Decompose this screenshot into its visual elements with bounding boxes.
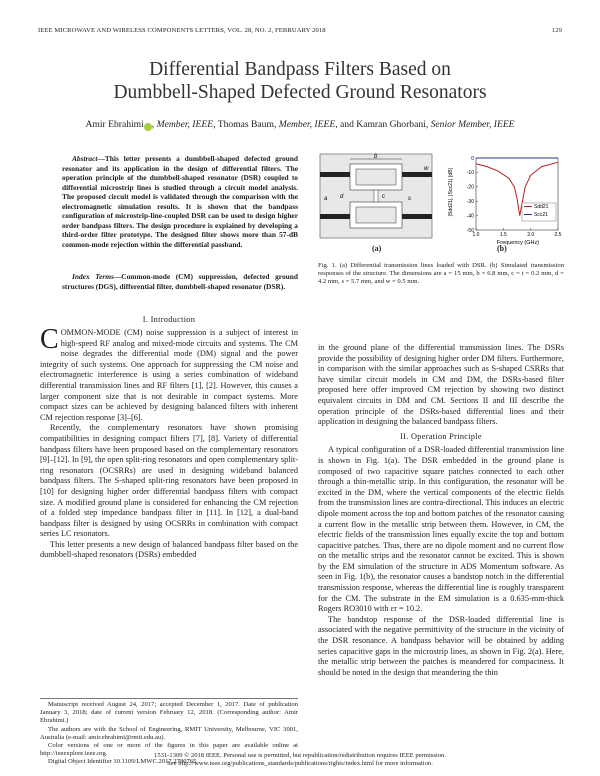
intro-paragraph-1: OMMON-MODE (CM) noise suppression is a subject of interest in high-speed RF analog and mixed-mode circuits and systems. The CM noise degrades the differential mode (DM) signal and the power integrity of such systems. One approach for suppressing the CM noise and electromagnetic interference is using a series combination of wideband differential transmission lines and RF filters [1], [2]. However, this causes a larger component size that is not desirable in compact systems. More compact sizes can be achieved by designing balanced filters with inherent CM rejection response [3]–[6]. bbox=[40, 328, 298, 422]
y-tick-label: -20 bbox=[466, 184, 474, 191]
figure-1b-chart bbox=[446, 150, 564, 246]
right-paragraph-1: in the ground plane of the differential transmission lines. The DSRs provide the possibility of designing higher order DM filters. Furthermore, in comparison with the similar approaches such as S-shaped CSRRs that have similar circuit models in CM and DM, the DSRs-based filter proposed here offer improved CM rejection by showing two distinct equivalent circuits in DM and CM. Sections II and III describe the operation principle of the DSRs-based differential lines and their application in designing the balanced bandpass filters. bbox=[318, 343, 564, 427]
index-terms-label: Index Terms— bbox=[72, 272, 122, 281]
y-tick-label: -30 bbox=[466, 199, 474, 205]
dsr-strip bbox=[374, 190, 378, 202]
author-1: Amir Ebrahimi bbox=[85, 119, 144, 130]
copyright-line-1: 1531-1309 © 2018 IEEE. Personal use is permitted, but republication/redistribution requires IEEE permission. bbox=[154, 752, 446, 759]
y-axis-label: |Sdd21|, |Scc21| (dB) bbox=[448, 167, 454, 217]
footnote-doi: Digital Object Identifier 10.1109/LMWC.2017.2780765 bbox=[48, 758, 197, 766]
page-number: 129 bbox=[551, 27, 562, 34]
dim-d-label: d bbox=[340, 194, 344, 200]
footnote-affiliation: The authors are with the School of Engineering, RMIT University, Melbourne, VIC 3001, Australia (e-mail: amir.ebrahimi@rmit.edu.au). bbox=[40, 725, 298, 741]
x-tick-label: 2.5 bbox=[554, 232, 562, 238]
legend-entry-sdd21: Sdd21 bbox=[534, 204, 549, 210]
index-terms-text: Common-mode (CM) suppression, defected ground structures (DGS), differential filter, dumbbell-shaped resonator (DSR). bbox=[62, 272, 298, 291]
journal-name: IEEE MICROWAVE AND WIRELESS COMPONENTS LETTERS, VOL. 28, NO. 2, FEBRUARY 2018 bbox=[38, 27, 326, 34]
x-tick-label: 1.5 bbox=[499, 232, 507, 238]
abstract-label: Abstract— bbox=[72, 154, 105, 163]
copyright-notice bbox=[40, 752, 560, 769]
right-column-body bbox=[318, 343, 564, 678]
y-tick-label: -40 bbox=[466, 213, 474, 220]
copyright-line-2: See http://www.ieee.org/publications_standards/publications/rights/index.html for more information. bbox=[167, 760, 433, 768]
abstract-text: This letter presents a dumbbell-shaped defected ground resonator and its application in the design of differential filters. The operation principle of the dumbbell-shaped resonator (DSR) coupled to differential microstrip lines is studied through a circuit model analysis. The proposed circuit model is validated through the comparison with the electromagnetic simulation results. It is shown that the bandpass configuration of microstrip-line-coupled DSR can be used to design higher order bandpass filters. The design procedure is explained by developing a third-order filter prototype. The designed filter shows more than 57-dB common-mode rejection within the differential passband. bbox=[62, 154, 298, 249]
figure-1-caption: Fig. 1. (a) Differential transmission lines loaded with DSR. (b) Simulated transmission responses of the structure. The dimensions are a = 15 mm, b = 6.8 mm, c = t = 0.2 mm, d = 4.2 mm, s = 5.7 mm, and w = 0.5 mm. bbox=[318, 262, 564, 286]
figure-1b-label: (b) bbox=[497, 244, 507, 253]
chart-legend bbox=[522, 203, 556, 221]
orcid-icon[interactable] bbox=[144, 123, 152, 131]
title-line-1: Differential Bandpass Filters Based on bbox=[149, 59, 451, 80]
right-paragraph-2: A typical configuration of a DSR-loaded differential transmission line is shown in Fig. 1(a). The DSR embedded in the ground plane is composed of two capacitive square patches connected to each other through a thin-metallic strip. In this configuration, the resonator will be excited in the DM, where the vertical components of the electric fields from the transmission lines are contra-directional. This induces an electric dipole moment across the top and bottom patches of the resonator causing a current flow in the metallic strip between them. However, in CM, the electric fields of the transmission lines equally excite the top and bottom capacitive patches. Thus, there are no dipole moment and no current flow on the metallic strips and the resonator cannot be excited. This is shown by the EM simulation of the structure in ADS Momentum software. As seen in Fig. 1(b), the resonator causes a bandstop notch in the differential transmission response, whereas the differential line is roughly transparent for the CM. The substrate in the EM simulation is a 0.635-mm-thick Rogers RO3010 with εr = 10.2. bbox=[318, 445, 564, 614]
author-3: Kamran Ghorbani bbox=[356, 119, 426, 130]
operation-heading: II. Operation Principle bbox=[400, 431, 482, 441]
running-header bbox=[38, 27, 562, 34]
footnote-manuscript: Manuscript received August 24, 2017; accepted December 1, 2017. Date of publication January 3, 2018; date of current version February 12, 2018. (Corresponding author: Amir Ebrahimi.) bbox=[40, 701, 298, 725]
author-1-role: Member, IEEE bbox=[156, 119, 214, 130]
y-tick-label: -50 bbox=[466, 227, 474, 234]
author-list: Amir Ebrahimi , Member, IEEE, Thomas Baum, Member, IEEE, and Kamran Ghorbani, Senior Member, IEEE bbox=[85, 119, 515, 130]
figure-1a-layout bbox=[318, 150, 438, 246]
x-axis-label: Frequency (GHz) bbox=[496, 240, 540, 246]
abstract bbox=[62, 154, 298, 249]
drop-cap: C bbox=[40, 324, 59, 355]
title-line-2: Dumbbell-Shaped Defected Ground Resonators bbox=[113, 82, 487, 103]
x-tick-label: 1.0 bbox=[472, 232, 480, 238]
intro-heading: I. Introduction bbox=[142, 315, 196, 324]
author-2: Thomas Baum bbox=[217, 119, 274, 130]
dsr-bottom-patch bbox=[356, 207, 396, 223]
legend-entry-scc21: Scc21 bbox=[534, 212, 548, 218]
figure-1a-label: (a) bbox=[372, 244, 382, 253]
dim-a-label: a bbox=[324, 196, 328, 202]
intro-paragraph-3: This letter presents a new design of balanced bandpass filter based on the dumbbell-shaped resonators (DSRs) embedded bbox=[40, 539, 298, 560]
dim-b-label: b bbox=[374, 154, 378, 160]
dim-c-label: c bbox=[382, 194, 385, 200]
y-tick-label: 0 bbox=[471, 155, 474, 162]
dim-w-label: w bbox=[424, 166, 429, 172]
x-tick-label: 2.0 bbox=[527, 232, 535, 238]
index-terms bbox=[62, 272, 298, 291]
dsr-top-patch bbox=[356, 169, 396, 185]
y-tick-label: -10 bbox=[466, 170, 474, 177]
dim-s-label: s bbox=[408, 196, 411, 202]
paper-title bbox=[40, 58, 560, 104]
footnote-color: Color versions of one or more of the figures in this paper are available online at http://ieeexplore.ieee.org. bbox=[40, 742, 298, 758]
author-3-role: Senior Member, IEEE bbox=[430, 119, 515, 130]
right-paragraph-3: The bandstop response of the DSR-loaded differential line is associated with the negative permittivity of the structure in the vicinity of the DSR resonance. A bandpass behavior will be obtained by adding series capacitive gaps in the microstrip lines, as shown in Fig. 2(a). Here, the metallic strip between the patches is meandered for compactness. It should be noted in the design that meandering the thin bbox=[318, 614, 564, 677]
intro-body bbox=[40, 324, 298, 561]
author-2-role: Member, IEEE bbox=[278, 119, 336, 130]
intro-paragraph-2: Recently, the complementary resonators have shown promising compatibilities in designing compact filters [7], [8]. Variety of differential bandpass filters have been proposed based on the complementary resonators [9]–[12]. In [9], the open split-ring resonators and open complementary split-ring resonators (OCSRRs) are used in designing wideband balanced bandpass filters. The S-shaped split-ring resonators have been proposed in [10] for designing higher order differential bandpass filters with compact size. A modified ground plane is considered for enhancing the CM rejection of a folded step impedance bandpass filter in [11]. In [12], a dual-band bandpass filter is designed by using OCSRRs in combination with compact series LC resonators. bbox=[40, 423, 298, 539]
